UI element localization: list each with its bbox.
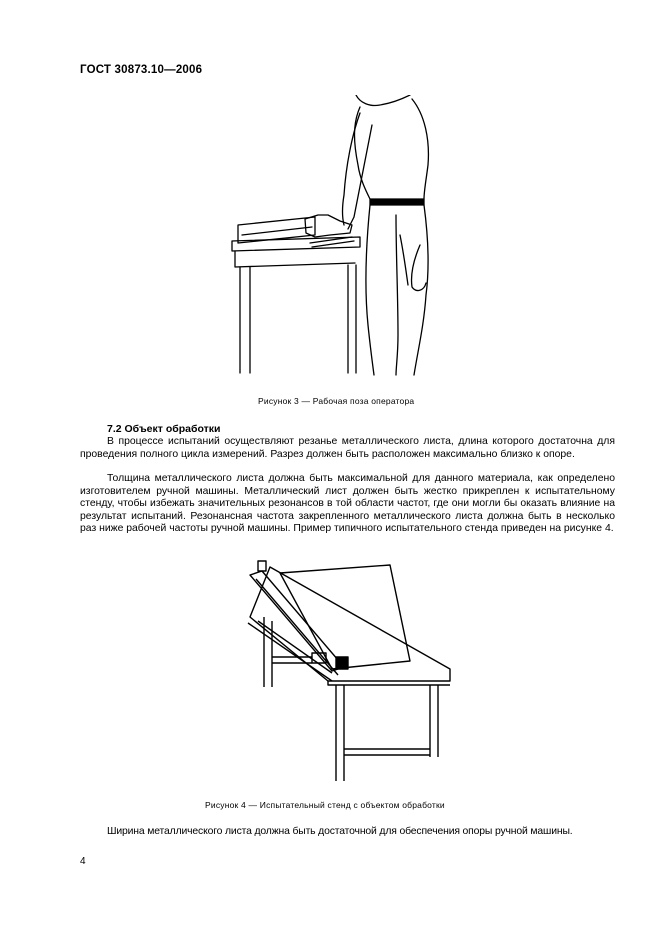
paragraph-1: В процессе испытаний осуществляют резанье металлического листа, длина которого достаточна для проведения полного цикла измерений. Разрез должен быть расположен максимально близко к опоре. <box>80 436 615 460</box>
figure-3-caption: Рисунок 3 — Рабочая поза оператора <box>258 396 415 406</box>
section-heading: 7.2 Объект обработки <box>107 423 221 435</box>
figure-4-illustration <box>240 557 455 787</box>
page-number: 4 <box>80 856 86 867</box>
paragraph-3: Ширина металлического листа должна быть достаточной для обеспечения опоры ручной машины. <box>107 826 573 837</box>
paragraph-2: Толщина металлического листа должна быть максимальной для данного материала, как определено изготовителем ручной машины. Металлический лист должен быть жестко прикреплен к испытательному стенду, чтобы избежать значительных резонансов в той области частот, где они могли бы оказать влияние на результат испытаний. Резонансная частота закрепленного металлического листа должна быть в несколько раз ниже рабочей частоты ручной машины. Пример типичного испытательного стенда приведен на рисунке 4. <box>80 473 615 535</box>
page-header: ГОСТ 30873.10—2006 <box>80 64 203 76</box>
figure-4-caption: Рисунок 4 — Испытательный стенд с объектом обработки <box>205 800 445 810</box>
figure-3-illustration <box>220 95 450 380</box>
